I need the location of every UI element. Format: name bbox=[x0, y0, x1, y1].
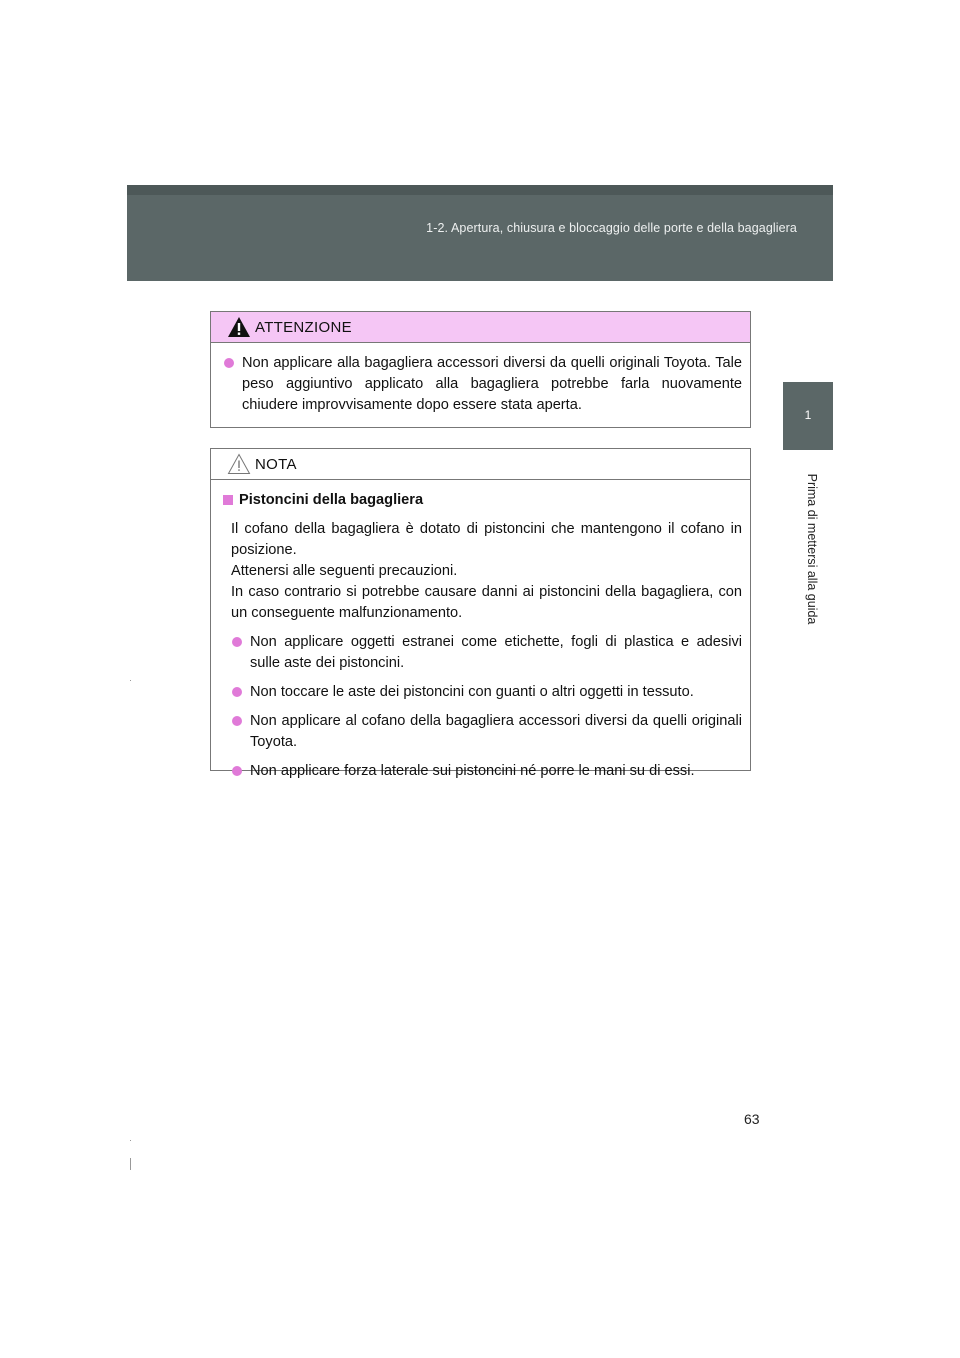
list-item bbox=[231, 711, 742, 753]
warning-triangle-outline-icon bbox=[227, 453, 251, 475]
bullet-dot bbox=[232, 766, 242, 776]
note-paragraph-line: In caso contrario si potrebbe causare danni ai pistoncini della bagagliera, con un conseguente malfunzionamento. bbox=[231, 584, 742, 621]
note-bullet-text: Non applicare forza laterale sui pistoncini né porre le mani su di essi. bbox=[250, 763, 695, 779]
list-item bbox=[231, 682, 742, 703]
warning-box-body bbox=[211, 343, 750, 416]
note-paragraph bbox=[223, 519, 742, 624]
warning-box bbox=[210, 311, 751, 428]
chapter-number: 1 bbox=[804, 408, 812, 422]
margin-mark bbox=[130, 680, 131, 681]
section-square-marker bbox=[223, 495, 233, 505]
warning-box-header bbox=[211, 312, 750, 343]
bullet-dot bbox=[232, 716, 242, 726]
note-box-body bbox=[211, 480, 750, 782]
note-box-header bbox=[211, 449, 750, 480]
breadcrumb: 1-2. Apertura, chiusura e bloccaggio delle porte e della bagagliera bbox=[426, 221, 797, 235]
list-item bbox=[231, 632, 742, 674]
note-bullet-text: Non applicare oggetti estranei come etichette, fogli di plastica e adesivi sulle aste dei pistoncini. bbox=[250, 634, 742, 671]
list-item bbox=[231, 761, 742, 782]
note-bullet-text: Non toccare le aste dei pistoncini con guanti o altri oggetti in tessuto. bbox=[250, 684, 694, 700]
section-header-band bbox=[127, 185, 833, 281]
chapter-side-label bbox=[806, 458, 818, 638]
margin-mark bbox=[130, 1140, 131, 1141]
page-number: 63 bbox=[744, 1111, 760, 1127]
chapter-tab bbox=[783, 382, 833, 450]
list-item bbox=[223, 353, 742, 416]
header-top-line bbox=[127, 185, 833, 195]
warning-triangle-filled-icon bbox=[227, 316, 251, 338]
note-paragraph-line: Attenersi alle seguenti precauzioni. bbox=[231, 563, 458, 579]
chapter-title: Prima di mettersi alla guida bbox=[805, 473, 819, 625]
margin-mark bbox=[130, 1158, 131, 1170]
note-section-title-text: Pistoncini della bagagliera bbox=[239, 492, 424, 508]
note-section-title bbox=[223, 490, 742, 511]
bullet-dot bbox=[232, 687, 242, 697]
note-title: NOTA bbox=[255, 456, 297, 473]
note-bullet-text: Non applicare al cofano della bagagliera accessori diversi da quelli originali Toyota. bbox=[250, 713, 742, 750]
bullet-dot bbox=[224, 358, 234, 368]
warning-title: ATTENZIONE bbox=[255, 319, 352, 336]
note-box bbox=[210, 448, 751, 779]
bullet-dot bbox=[232, 637, 242, 647]
note-paragraph-line: Il cofano della bagagliera è dotato di pistoncini che mantengono il cofano in posizione. bbox=[231, 521, 742, 558]
warning-bullet-text: Non applicare alla bagagliera accessori diversi da quelli originali Toyota. Tale peso aggiuntivo applicato alla bagagliera potrebbe farla nuovamente chiudere improvvisamente dopo essere stata aperta. bbox=[242, 355, 742, 413]
